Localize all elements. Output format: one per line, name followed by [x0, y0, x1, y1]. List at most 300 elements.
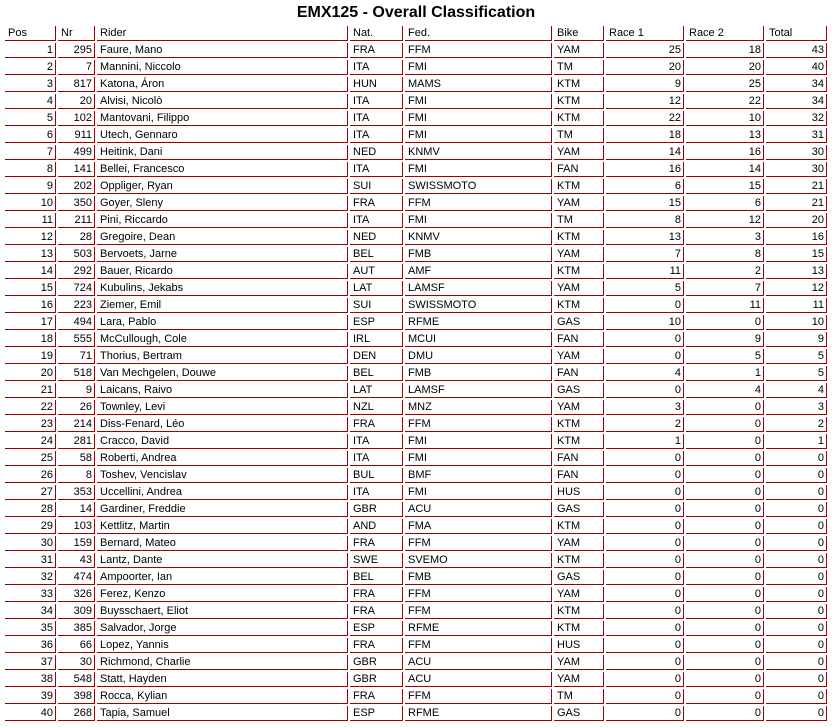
fed-cell: FFM: [405, 638, 552, 653]
table-row: [5, 400, 827, 415]
race2-cell: 12: [686, 213, 764, 228]
table-row: [5, 689, 827, 704]
total-cell: 3: [766, 400, 827, 415]
total-cell: 30: [766, 162, 827, 177]
nr-cell: 548: [58, 672, 95, 687]
race1-cell: 0: [606, 536, 684, 551]
fed-cell: FMB: [405, 366, 552, 381]
nat-cell: ESP: [350, 315, 403, 330]
nat-cell: AUT: [350, 264, 403, 279]
total-cell: 0: [766, 621, 827, 636]
rider-cell: Lopez, Yannis: [97, 638, 348, 653]
pos-cell: 37: [5, 655, 56, 670]
nat-cell: FRA: [350, 689, 403, 704]
pos-cell: 31: [5, 553, 56, 568]
race1-cell: 0: [606, 298, 684, 313]
race1-cell: 11: [606, 264, 684, 279]
fed-cell: KNMV: [405, 145, 552, 160]
rider-cell: Cracco, David: [97, 434, 348, 449]
rider-cell: Thorius, Bertram: [97, 349, 348, 364]
nr-cell: 8: [58, 468, 95, 483]
fed-cell: FMB: [405, 570, 552, 585]
total-cell: 21: [766, 179, 827, 194]
nr-cell: 911: [58, 128, 95, 143]
nat-cell: SUI: [350, 179, 403, 194]
race1-cell: 0: [606, 604, 684, 619]
fed-cell: FMB: [405, 247, 552, 262]
race1-cell: 7: [606, 247, 684, 262]
table-row: [5, 621, 827, 636]
total-cell: 0: [766, 706, 827, 721]
race1-cell: 16: [606, 162, 684, 177]
nat-cell: ITA: [350, 111, 403, 126]
fed-cell: RFME: [405, 621, 552, 636]
fed-cell: RFME: [405, 706, 552, 721]
total-cell: 1: [766, 434, 827, 449]
nr-cell: 103: [58, 519, 95, 534]
rider-cell: Toshev, Vencislav: [97, 468, 348, 483]
table-row: [5, 366, 827, 381]
race2-cell: 0: [686, 553, 764, 568]
classification-table: [3, 24, 829, 723]
bike-cell: GAS: [554, 502, 604, 517]
table-row: [5, 570, 827, 585]
pos-cell: 16: [5, 298, 56, 313]
column-header-rider: Rider: [97, 26, 348, 41]
table-row: [5, 281, 827, 296]
race2-cell: 0: [686, 672, 764, 687]
column-header-total: Total: [766, 26, 827, 41]
bike-cell: YAM: [554, 281, 604, 296]
nr-cell: 268: [58, 706, 95, 721]
race1-cell: 1: [606, 434, 684, 449]
fed-cell: FMI: [405, 485, 552, 500]
pos-cell: 32: [5, 570, 56, 585]
race2-cell: 0: [686, 706, 764, 721]
table-row: [5, 536, 827, 551]
table-row: [5, 383, 827, 398]
bike-cell: FAN: [554, 366, 604, 381]
nat-cell: HUN: [350, 77, 403, 92]
pos-cell: 30: [5, 536, 56, 551]
bike-cell: YAM: [554, 349, 604, 364]
bike-cell: YAM: [554, 536, 604, 551]
pos-cell: 13: [5, 247, 56, 262]
bike-cell: GAS: [554, 570, 604, 585]
rider-cell: Mannini, Niccolo: [97, 60, 348, 75]
nat-cell: SUI: [350, 298, 403, 313]
total-cell: 0: [766, 536, 827, 551]
pos-cell: 26: [5, 468, 56, 483]
bike-cell: YAM: [554, 400, 604, 415]
total-cell: 2: [766, 417, 827, 432]
nr-cell: 353: [58, 485, 95, 500]
race2-cell: 0: [686, 451, 764, 466]
fed-cell: LAMSF: [405, 281, 552, 296]
bike-cell: KTM: [554, 604, 604, 619]
pos-cell: 25: [5, 451, 56, 466]
pos-cell: 17: [5, 315, 56, 330]
pos-cell: 23: [5, 417, 56, 432]
table-row: [5, 638, 827, 653]
rider-cell: Faure, Mano: [97, 43, 348, 58]
nr-cell: 58: [58, 451, 95, 466]
nat-cell: NED: [350, 230, 403, 245]
rider-cell: Ferez, Kenzo: [97, 587, 348, 602]
total-cell: 32: [766, 111, 827, 126]
nat-cell: NZL: [350, 400, 403, 415]
table-row: [5, 451, 827, 466]
rider-cell: Richmond, Charlie: [97, 655, 348, 670]
pos-cell: 6: [5, 128, 56, 143]
race2-cell: 0: [686, 689, 764, 704]
table-row: [5, 247, 827, 262]
race2-cell: 0: [686, 587, 764, 602]
pos-cell: 21: [5, 383, 56, 398]
total-cell: 21: [766, 196, 827, 211]
column-header-pos: Pos: [5, 26, 56, 41]
pos-cell: 3: [5, 77, 56, 92]
table-row: [5, 213, 827, 228]
fed-cell: LAMSF: [405, 383, 552, 398]
race1-cell: 4: [606, 366, 684, 381]
race1-cell: 14: [606, 145, 684, 160]
bike-cell: GAS: [554, 383, 604, 398]
rider-cell: Buysschaert, Eliot: [97, 604, 348, 619]
table-row: [5, 94, 827, 109]
rider-cell: Diss-Fenard, Léo: [97, 417, 348, 432]
race2-cell: 22: [686, 94, 764, 109]
bike-cell: KTM: [554, 264, 604, 279]
nr-cell: 309: [58, 604, 95, 619]
nat-cell: GBR: [350, 655, 403, 670]
rider-cell: Bervoets, Jarne: [97, 247, 348, 262]
bike-cell: YAM: [554, 145, 604, 160]
nat-cell: BEL: [350, 247, 403, 262]
column-header-race2: Race 2: [686, 26, 764, 41]
race2-cell: 16: [686, 145, 764, 160]
nr-cell: 385: [58, 621, 95, 636]
rider-cell: Kettlitz, Martin: [97, 519, 348, 534]
column-header-race1: Race 1: [606, 26, 684, 41]
race1-cell: 20: [606, 60, 684, 75]
column-header-nat: Nat.: [350, 26, 403, 41]
pos-cell: 15: [5, 281, 56, 296]
fed-cell: MNZ: [405, 400, 552, 415]
nr-cell: 71: [58, 349, 95, 364]
rider-cell: Alvisi, Nicolò: [97, 94, 348, 109]
table-row: [5, 60, 827, 75]
table-row: [5, 264, 827, 279]
bike-cell: TM: [554, 128, 604, 143]
race2-cell: 9: [686, 332, 764, 347]
bike-cell: KTM: [554, 94, 604, 109]
bike-cell: YAM: [554, 655, 604, 670]
total-cell: 0: [766, 519, 827, 534]
race2-cell: 0: [686, 570, 764, 585]
bike-cell: KTM: [554, 179, 604, 194]
nat-cell: ITA: [350, 213, 403, 228]
total-cell: 4: [766, 383, 827, 398]
bike-cell: HUS: [554, 638, 604, 653]
race1-cell: 0: [606, 349, 684, 364]
race2-cell: 0: [686, 400, 764, 415]
bike-cell: YAM: [554, 196, 604, 211]
total-cell: 13: [766, 264, 827, 279]
nr-cell: 214: [58, 417, 95, 432]
race2-cell: 0: [686, 485, 764, 500]
bike-cell: KTM: [554, 434, 604, 449]
race1-cell: 0: [606, 621, 684, 636]
fed-cell: FMI: [405, 162, 552, 177]
bike-cell: TM: [554, 689, 604, 704]
pos-cell: 9: [5, 179, 56, 194]
fed-cell: MCUI: [405, 332, 552, 347]
fed-cell: FMI: [405, 111, 552, 126]
pos-cell: 40: [5, 706, 56, 721]
bike-cell: KTM: [554, 519, 604, 534]
rider-cell: Lara, Pablo: [97, 315, 348, 330]
rider-cell: Tapia, Samuel: [97, 706, 348, 721]
race1-cell: 6: [606, 179, 684, 194]
race1-cell: 12: [606, 94, 684, 109]
race1-cell: 5: [606, 281, 684, 296]
nat-cell: ITA: [350, 94, 403, 109]
race2-cell: 13: [686, 128, 764, 143]
race1-cell: 0: [606, 502, 684, 517]
fed-cell: AMF: [405, 264, 552, 279]
race1-cell: 0: [606, 519, 684, 534]
fed-cell: FFM: [405, 536, 552, 551]
race1-cell: 18: [606, 128, 684, 143]
table-row: [5, 179, 827, 194]
fed-cell: ACU: [405, 655, 552, 670]
total-cell: 0: [766, 451, 827, 466]
nat-cell: BEL: [350, 366, 403, 381]
total-cell: 0: [766, 570, 827, 585]
total-cell: 0: [766, 587, 827, 602]
pos-cell: 35: [5, 621, 56, 636]
bike-cell: GAS: [554, 315, 604, 330]
nr-cell: 503: [58, 247, 95, 262]
bike-cell: KTM: [554, 417, 604, 432]
nr-cell: 326: [58, 587, 95, 602]
race2-cell: 0: [686, 315, 764, 330]
race1-cell: 3: [606, 400, 684, 415]
nat-cell: NED: [350, 145, 403, 160]
rider-cell: Bauer, Ricardo: [97, 264, 348, 279]
total-cell: 5: [766, 349, 827, 364]
race2-cell: 3: [686, 230, 764, 245]
nr-cell: 292: [58, 264, 95, 279]
race2-cell: 7: [686, 281, 764, 296]
pos-cell: 7: [5, 145, 56, 160]
table-row: [5, 519, 827, 534]
race1-cell: 0: [606, 570, 684, 585]
table-header-row: [5, 26, 827, 41]
bike-cell: KTM: [554, 230, 604, 245]
rider-cell: Kubulins, Jekabs: [97, 281, 348, 296]
table-row: [5, 655, 827, 670]
column-header-fed: Fed.: [405, 26, 552, 41]
nat-cell: LAT: [350, 383, 403, 398]
nr-cell: 20: [58, 94, 95, 109]
fed-cell: FFM: [405, 604, 552, 619]
bike-cell: KTM: [554, 111, 604, 126]
total-cell: 31: [766, 128, 827, 143]
race1-cell: 22: [606, 111, 684, 126]
nr-cell: 499: [58, 145, 95, 160]
rider-cell: Lantz, Dante: [97, 553, 348, 568]
bike-cell: TM: [554, 60, 604, 75]
nr-cell: 43: [58, 553, 95, 568]
total-cell: 0: [766, 655, 827, 670]
race2-cell: 0: [686, 655, 764, 670]
rider-cell: Van Mechgelen, Douwe: [97, 366, 348, 381]
race1-cell: 0: [606, 451, 684, 466]
pos-cell: 12: [5, 230, 56, 245]
nat-cell: ITA: [350, 60, 403, 75]
race1-cell: 0: [606, 706, 684, 721]
race2-cell: 2: [686, 264, 764, 279]
fed-cell: FFM: [405, 417, 552, 432]
nr-cell: 7: [58, 60, 95, 75]
fed-cell: FMI: [405, 434, 552, 449]
race2-cell: 0: [686, 621, 764, 636]
race2-cell: 6: [686, 196, 764, 211]
race2-cell: 11: [686, 298, 764, 313]
rider-cell: Gardiner, Freddie: [97, 502, 348, 517]
nat-cell: ITA: [350, 162, 403, 177]
pos-cell: 34: [5, 604, 56, 619]
nat-cell: ESP: [350, 706, 403, 721]
bike-cell: YAM: [554, 587, 604, 602]
race1-cell: 9: [606, 77, 684, 92]
table-row: [5, 315, 827, 330]
nr-cell: 141: [58, 162, 95, 177]
bike-cell: FAN: [554, 451, 604, 466]
fed-cell: FMI: [405, 94, 552, 109]
bike-cell: YAM: [554, 43, 604, 58]
table-row: [5, 332, 827, 347]
race2-cell: 14: [686, 162, 764, 177]
total-cell: 15: [766, 247, 827, 262]
race2-cell: 0: [686, 536, 764, 551]
fed-cell: SWISSMOTO: [405, 298, 552, 313]
total-cell: 10: [766, 315, 827, 330]
nr-cell: 724: [58, 281, 95, 296]
total-cell: 0: [766, 468, 827, 483]
race2-cell: 10: [686, 111, 764, 126]
table-row: [5, 502, 827, 517]
race1-cell: 13: [606, 230, 684, 245]
total-cell: 16: [766, 230, 827, 245]
fed-cell: BMF: [405, 468, 552, 483]
nat-cell: FRA: [350, 638, 403, 653]
pos-cell: 4: [5, 94, 56, 109]
pos-cell: 24: [5, 434, 56, 449]
race1-cell: 10: [606, 315, 684, 330]
nr-cell: 223: [58, 298, 95, 313]
nr-cell: 202: [58, 179, 95, 194]
bike-cell: KTM: [554, 553, 604, 568]
total-cell: 40: [766, 60, 827, 75]
nr-cell: 28: [58, 230, 95, 245]
table-row: [5, 196, 827, 211]
table-row: [5, 553, 827, 568]
total-cell: 0: [766, 638, 827, 653]
rider-cell: McCullough, Cole: [97, 332, 348, 347]
column-header-nr: Nr: [58, 26, 95, 41]
fed-cell: FMI: [405, 60, 552, 75]
rider-cell: Bellei, Francesco: [97, 162, 348, 177]
pos-cell: 38: [5, 672, 56, 687]
race1-cell: 0: [606, 587, 684, 602]
total-cell: 0: [766, 672, 827, 687]
table-row: [5, 162, 827, 177]
fed-cell: FMI: [405, 451, 552, 466]
pos-cell: 39: [5, 689, 56, 704]
race1-cell: 0: [606, 672, 684, 687]
race2-cell: 25: [686, 77, 764, 92]
column-header-bike: Bike: [554, 26, 604, 41]
race1-cell: 25: [606, 43, 684, 58]
nr-cell: 30: [58, 655, 95, 670]
fed-cell: RFME: [405, 315, 552, 330]
fed-cell: FMI: [405, 128, 552, 143]
race1-cell: 0: [606, 655, 684, 670]
table-row: [5, 485, 827, 500]
total-cell: 11: [766, 298, 827, 313]
race2-cell: 0: [686, 434, 764, 449]
nat-cell: ITA: [350, 451, 403, 466]
race1-cell: 8: [606, 213, 684, 228]
nat-cell: SWE: [350, 553, 403, 568]
pos-cell: 27: [5, 485, 56, 500]
nat-cell: FRA: [350, 536, 403, 551]
total-cell: 20: [766, 213, 827, 228]
total-cell: 0: [766, 502, 827, 517]
pos-cell: 29: [5, 519, 56, 534]
fed-cell: FFM: [405, 689, 552, 704]
table-row: [5, 706, 827, 721]
pos-cell: 5: [5, 111, 56, 126]
race1-cell: 0: [606, 553, 684, 568]
total-cell: 9: [766, 332, 827, 347]
fed-cell: MAMS: [405, 77, 552, 92]
table-row: [5, 298, 827, 313]
rider-cell: Heitink, Dani: [97, 145, 348, 160]
race1-cell: 0: [606, 332, 684, 347]
nr-cell: 350: [58, 196, 95, 211]
nat-cell: FRA: [350, 604, 403, 619]
nr-cell: 555: [58, 332, 95, 347]
race2-cell: 0: [686, 502, 764, 517]
table-row: [5, 468, 827, 483]
rider-cell: Utech, Gennaro: [97, 128, 348, 143]
pos-cell: 11: [5, 213, 56, 228]
total-cell: 30: [766, 145, 827, 160]
nat-cell: ITA: [350, 128, 403, 143]
rider-cell: Oppliger, Ryan: [97, 179, 348, 194]
race2-cell: 8: [686, 247, 764, 262]
race1-cell: 2: [606, 417, 684, 432]
nat-cell: FRA: [350, 417, 403, 432]
nat-cell: FRA: [350, 43, 403, 58]
rider-cell: Townley, Levi: [97, 400, 348, 415]
total-cell: 34: [766, 94, 827, 109]
total-cell: 0: [766, 553, 827, 568]
